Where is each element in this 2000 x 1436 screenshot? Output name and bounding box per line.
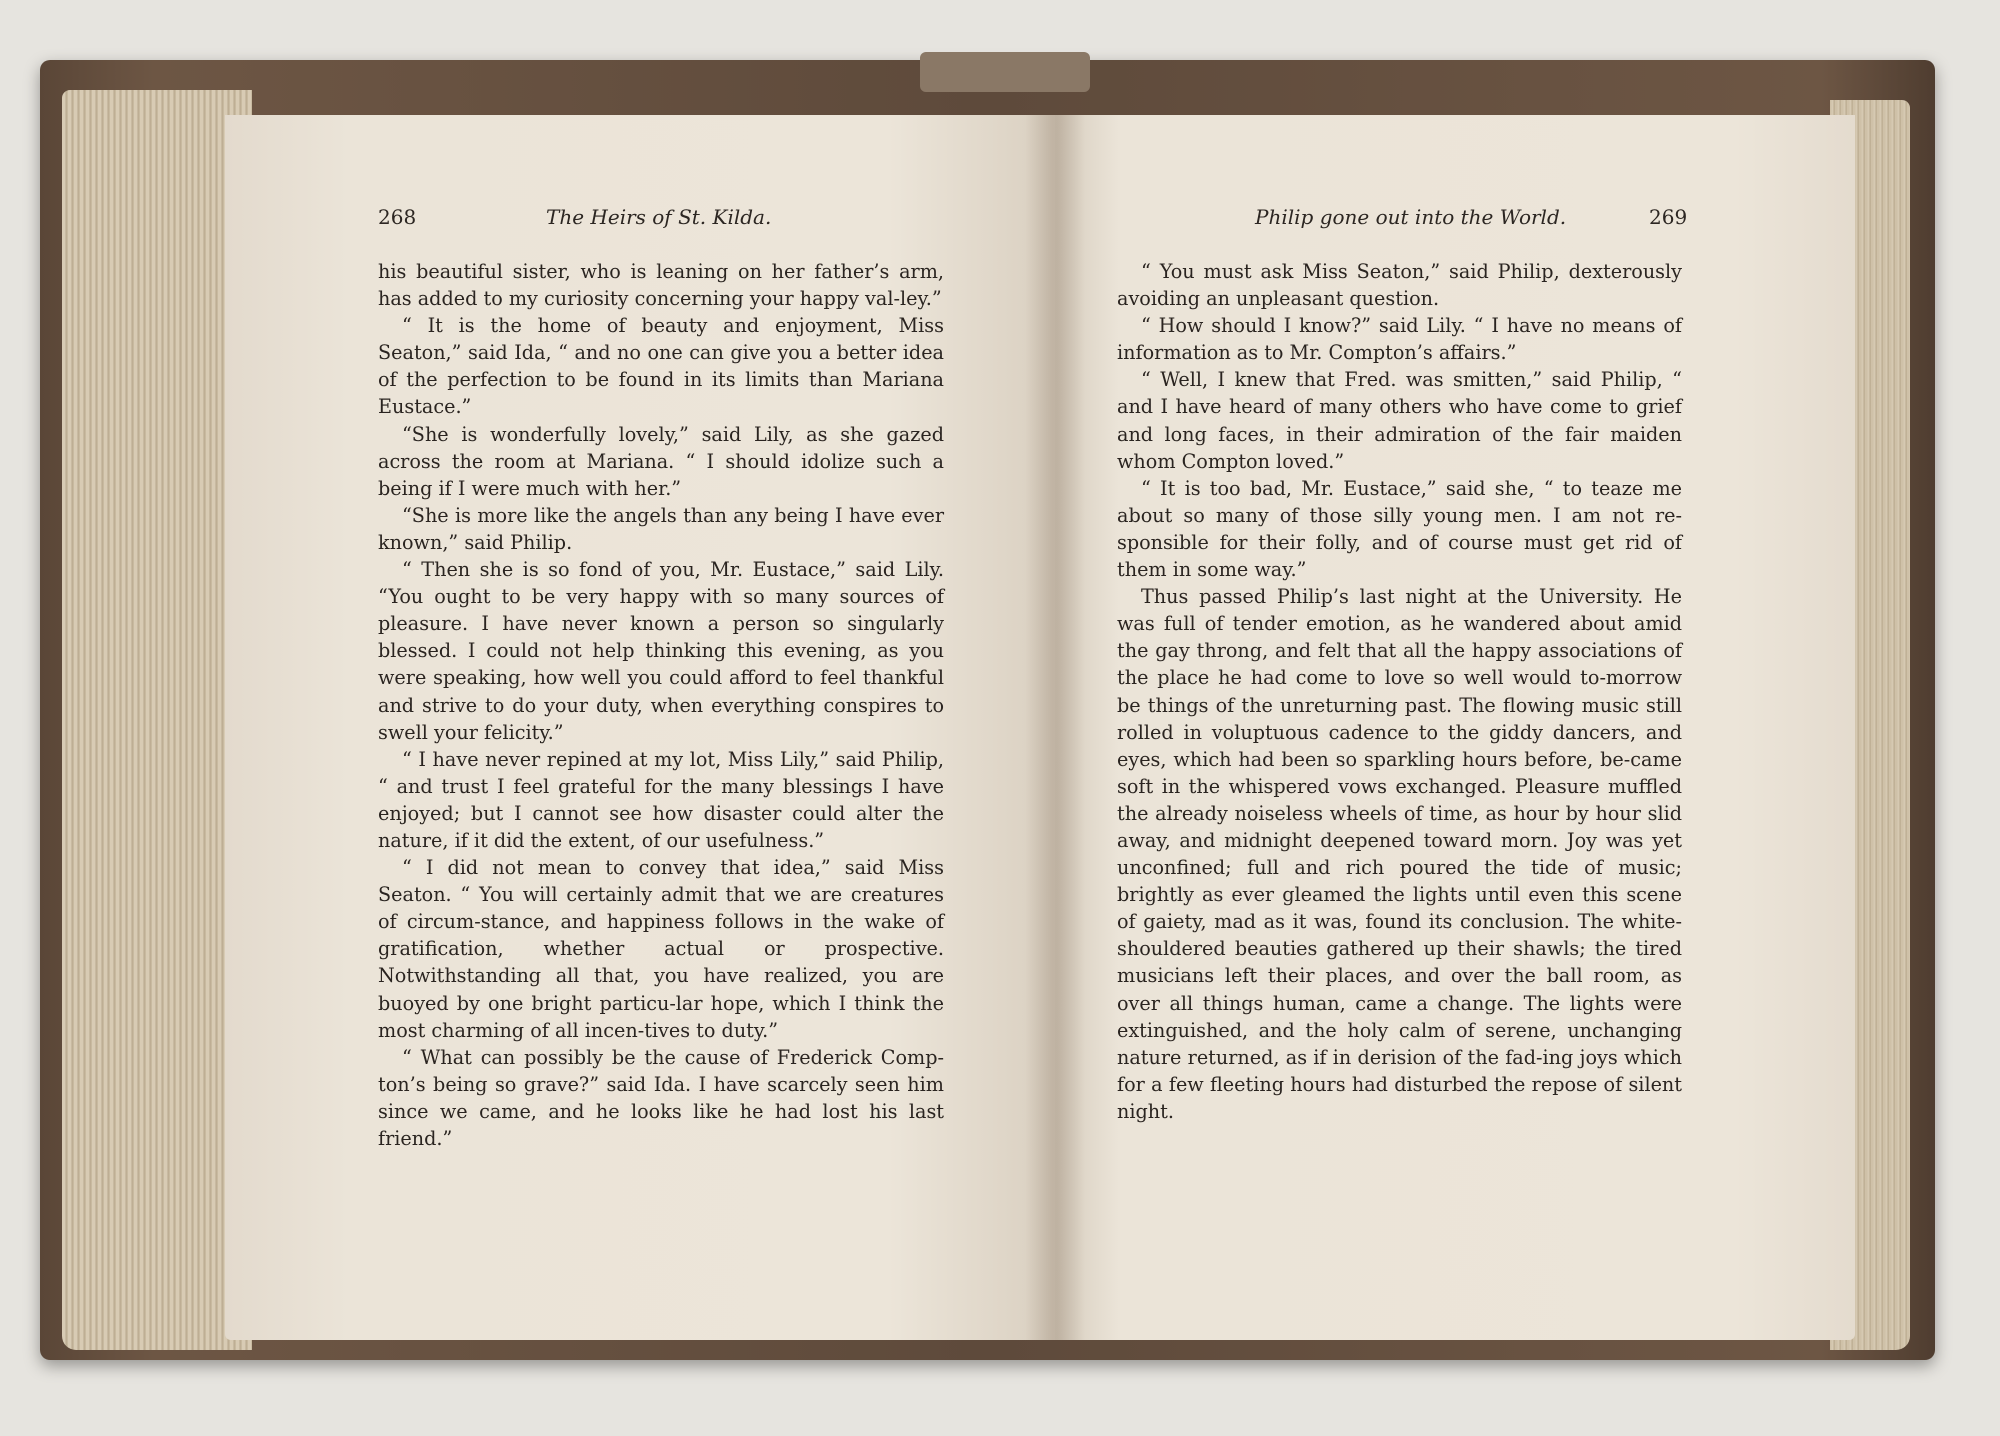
left-paragraph: “She is wonderfully lovely,” said Lily, as she gazed across the room at Mariana. “ I should idolize such a being if I were much with her.”	[378, 422, 944, 500]
left-paragraph: “She is more like the angels than any being I have ever known,” said Philip.	[378, 503, 944, 554]
book-gutter	[1025, 115, 1085, 1340]
right-paragraph: “ How should I know?” said Lily. “ I have no means of information as to Mr. Compton’s affairs.”	[1117, 314, 1682, 365]
left-running-head: The Heirs of St. Kilda.	[546, 205, 772, 229]
left-paragraph: “ I have never repined at my lot, Miss Lily,” said Philip, “ and trust I feel grateful for the many blessings I have enjoyed; but I cannot see how disaster could alter the nature, if it did the extent, of our usefulness.”	[378, 747, 944, 852]
left-page-number: 268	[378, 205, 417, 229]
book-spine	[920, 52, 1090, 92]
left-paragraph: “ It is the home of beauty and enjoyment, Miss Seaton,” said Ida, “ and no one can give you a better idea of the perfection to be found in its limits than Mariana Eustace.”	[378, 314, 944, 419]
left-paragraph: “ I did not mean to convey that idea,” said Miss Seaton. “ You will certainly admit that we are creatures of circum-stance, and happiness follows in the wake of gratification, whether actual or prospective. Notwithstanding all that, you have realized, you are buoyed by one bright particu-lar hope, which I think the most charming of all incen-tives to duty.”	[378, 856, 944, 1042]
left-page-header	[378, 205, 938, 239]
right-running-head: Philip gone out into the World.	[1255, 205, 1567, 229]
right-paragraph: “ You must ask Miss Seaton,” said Philip, dexterously avoiding an unpleasant question.	[1117, 260, 1682, 311]
right-paragraph: “ It is too bad, Mr. Eustace,” said she, “ to teaze me about so many of those silly young men. I am not re-sponsible for their folly, and of course must get rid of them in some way.”	[1117, 476, 1682, 582]
left-page-text	[378, 258, 944, 1152]
right-page-number: 269	[1649, 205, 1688, 229]
right-paragraph: “ Well, I knew that Fred. was smitten,” said Philip, “ and I have heard of many others who have come to grief and long faces, in their admiration of the fair maiden whom Compton loved.”	[1117, 368, 1682, 473]
right-page-text	[1117, 258, 1682, 1125]
right-page-header	[1115, 205, 1688, 239]
right-paragraph: Thus passed Philip’s last night at the University. He was full of tender emotion, as he wandered about amid the gay throng, and felt that all the happy associations of the place he had come to love so well would to-morrow be things of the unreturning past. The flowing music still rolled in voluptuous cadence to the giddy dancers, and eyes, which had been so sparkling hours before, be-came soft in the whispered vows exchanged. Pleasure muffled the already noiseless wheels of time, as hour by hour slid away, and midnight deepened toward morn. Joy was yet unconfined; full and rich poured the tide of music; brightly as ever gleamed the lights until even this scene of gaiety, mad as it was, found its conclusion. The white-shouldered beauties gathered up their shawls; the tired musicians left their places, and over the ball room, as over all things human, came a change. The lights were extinguished, and the holy calm of serene, unchanging nature returned, as if in derision of the fad-ing joys which for a few fleeting hours had disturbed the repose of silent night.	[1117, 585, 1682, 1123]
left-paragraph: “ Then she is so fond of you, Mr. Eustace,” said Lily. “You ought to be very happy with so many sources of pleasure. I have never known a person so singularly blessed. I could not help thinking this evening, as you were speaking, how well you could afford to feel thankful and strive to do your duty, when everything conspires to swell your felicity.”	[378, 558, 944, 744]
left-paragraph: his beautiful sister, who is leaning on her father’s arm, has added to my curiosity concerning your happy val-ley.”	[378, 260, 944, 311]
page-edges-left	[62, 90, 252, 1350]
left-paragraph: “ What can possibly be the cause of Frederick Comp-ton’s being so grave?” said Ida. I have scarcely seen him since we came, and he looks like he had lost his last friend.”	[378, 1045, 944, 1150]
